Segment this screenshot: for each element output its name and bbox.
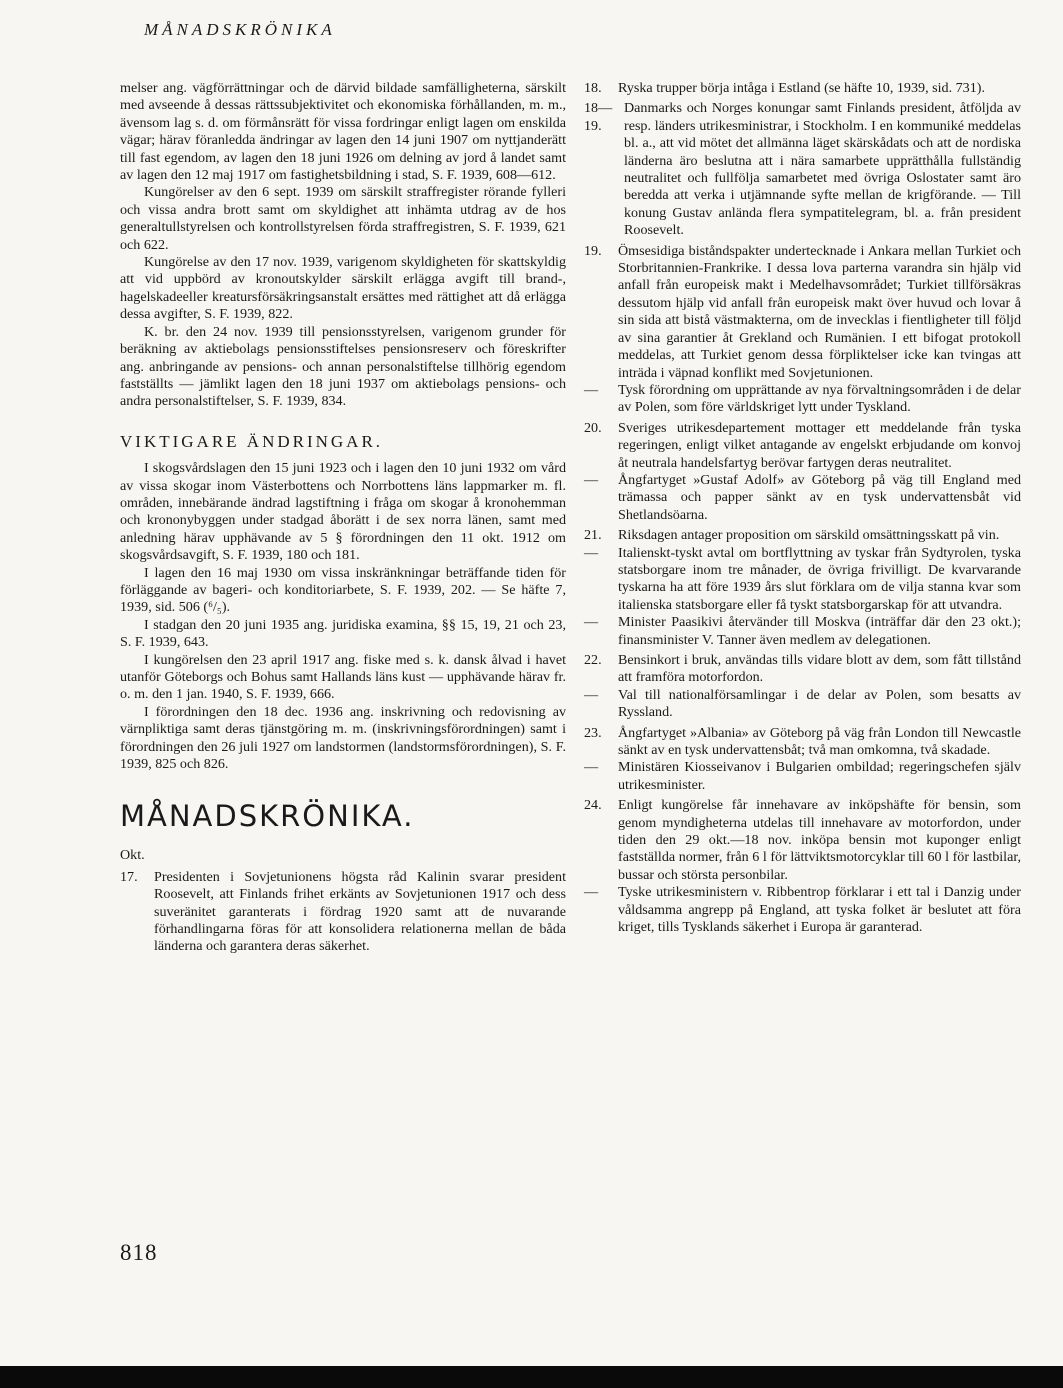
chronicle-entry [584,725,1021,760]
paragraph: Kungörelser av den 6 sept. 1939 om särskilt straffregister rörande fylleri och vissa andra brott samt om skyldighet att inhämta utdrag av de hos generaltullstyrelsen och kontrollstyrelsen förda straffregistren, S. F. 1939, 621 och 622. [120,184,566,253]
chronicle-entry [584,884,1021,936]
entry-date: — [584,759,599,776]
entry-text: Tyske utrikesministern v. Ribbentrop förklarar i ett tal i Danzig under våldsamma angrepp på England, att tyska folket är beslutet att föra kriget, tills Tysklands säkerhet i Europa är garanterad. [618,884,1021,936]
month-label: Okt. [120,847,145,864]
running-title: MÅNADSKRÖNIKA [144,20,336,39]
chronicle-entry [120,869,566,956]
entry-date: 17. [120,868,138,885]
entry-date: 23. [584,724,602,741]
entry-text: Val till nationalförsamlingar i de delar av Polen, som besatts av Ryssland. [618,686,1021,721]
chronicle-entry [584,687,1021,722]
entry-text: Presidenten i Sovjetunionens högsta råd Kalinin svarar president Roosevelt, att Finlands frihet erkänts av Sovjetunionen 1917 och dess suveränitet garanterats i fördrag 1920 samt att de nuvarande förhandlingarna föras för att konsolidera relationerna mellan de båda länderna och garantera deras säkerhet. [154,868,566,955]
entry-date: — [584,884,599,901]
entry-text: Ryska trupper börja intåga i Estland (se häfte 10, 1939, sid. 731). [618,80,985,96]
chronicle-entry [584,100,1021,239]
entry-date: 20. [584,419,602,436]
chronicle-entry [584,472,1021,524]
chronicle-heading: MÅNADSKRÖNIKA. [120,799,415,834]
section-heading: VIKTIGARE ÄNDRINGAR. [120,431,384,451]
entry-date: — [584,471,599,488]
chronicle-entry [584,80,1021,97]
page-number: 818 [120,1240,158,1265]
paragraph: I skogsvårdslagen den 15 juni 1923 och i lagen den 10 juni 1932 om vård av vissa skogar inom Västerbottens och Norrbottens läns lappmarker m. fl. områden, innebärande ändrad lagstiftning i fråga om skogar å kronohemman och krononybyggen under stadgad åborätt i de sex norra länen, samt med anledning härav upphävande av 5 § förordningen den 11 okt. 1912 om skogsvårdsavgift, S. F. 1939, 180 och 181. [120,460,566,564]
entry-date: — [584,381,599,398]
entry-text: Riksdagen antager proposition om särskild omsättningsskatt på vin. [618,527,1000,544]
entry-date: 19. [584,242,602,259]
entry-text: Ångfartyget »Gustaf Adolf» av Göteborg på väg till England med trämassa och papper sänkt av en tysk undervattensbåt vid Shetlandsöarna. [618,471,1021,523]
entry-date: — [584,614,599,631]
entry-date: — [584,686,599,703]
scan-bottom-edge [0,1366,1063,1388]
chronicle-entry [584,797,1021,884]
chronicle-entry [584,243,1021,382]
entry-text: Sveriges utrikesdepartement mottager ett meddelande från tyska regeringen, enligt vilket antagande av engelskt erbjudande om konvoj åt neutrala handelsfartyg berövar fartygen deras neutralitet. [618,419,1021,471]
entry-date: 24. [584,797,602,814]
left-column [120,80,566,956]
chronicle-entry [584,382,1021,417]
entry-text: Danmarks och Norges konungar samt Finlands president, åtföljda av resp. länders utrikesministrar, i Stockholm. I en kommuniké meddelas bl. a., att vid mötet det allmänna läget skärskådats och att de nordiska länderna äro beslutna att i nära samarbete upprätthålla fullständig neutralitet och fullfölja samarbetet med övriga Oslostater samt äro beredda att verka i utjämnande syfte mellan de krigförande. — Till konung Gustav anlända flera sympatitelegram, bl. a. från president Roosevelt. [624,100,1021,239]
chronicle-entry [584,614,1021,649]
chronicle-entry [584,420,1021,472]
entry-date: 18—19. [584,100,613,134]
paragraph: I förordningen den 18 dec. 1936 ang. inskrivning och redovisning av värnpliktiga samt deras tjänstgöring m. m. (inskrivningsförordningen) samt i förordningen den 26 juli 1927 om landstormen (landstormsförordningen), S. F. 1939, 825 och 826. [120,703,566,773]
entry-text: Ångfartyget »Albania» av Göteborg på väg från London till Newcastle sänkt av en tysk undervattensbåt; två man omkomna, två skadade. [618,724,1021,759]
entry-date: — [584,544,599,561]
chronicle-entry [584,545,1021,615]
paragraph: I lagen den 16 maj 1930 om vissa inskränkningar beträffande tiden för förläggande av bageri- och konditoriarbete, S. F. 1939, 202. — Se häfte 7, 1939, sid. 506 (⁶/₅). [120,564,566,616]
chronicle-entry [584,759,1021,794]
entry-text: Tysk förordning om upprättande av nya förvaltningsområden i de delar av Polen, som före världskriget lytt under Tyskland. [618,381,1021,416]
entry-date: 21. [584,527,602,544]
chronicle-entry [584,652,1021,687]
paragraph: melser ang. vägförrättningar och de därvid bildade samfälligheterna, särskilt med avseende å dessas rättssubjektivitet och ekonomiska förhållanden, m. m., ävensom lag s. d. om förmånsrätt för vissa fordringar enligt lagen om enskilda vägar; härav föranledda ändringar av lagen den 14 juni 1907 om nyttjanderätt till fast egendom, av lagen den 18 juni 1926 om delning av jord å landet samt av lagen den 12 maj 1917 om fastighetsbildning i stad, S. F. 1939, 608—612. [120,80,566,184]
entry-text: Bensinkort i bruk, användas tills vidare blott av dem, som fått tillstånd att framföra motorfordon. [618,652,1021,686]
right-column [584,80,1021,937]
entry-text: Italienskt-tyskt avtal om bortflyttning av tyskar från Sydtyrolen, tyska statsborgare inom tre månader, de övriga frivilligt. De kvarvarande tyskarna ha att före 1939 års slut förklara om de vilja stanna kvar som italienska statsborgare eller få tyskt statsborgarskap för att utvandra. [618,544,1021,613]
entry-text: Ömsesidiga biståndspakter undertecknade i Ankara mellan Turkiet och Storbritannien-Frankrike. I dessa lova parterna varandra sin hjälp vid anfall från europeisk makt i Medelhavsområdet; Turkiet tillförsäkras dessutom hjälp vid anfall från europeisk makt över huvud och lovar å sin sida att bistå västmakterna, om de invecklas i fientligheter till följd av sina garantier åt Grekland och Rumänien. I ett bifogat protokoll meddelas, att Turkiet genom dessa förpliktelser icke kan tvingas att inträda i väpnad konflikt med Sovjetunionen. [618,242,1021,381]
entry-text: Minister Paasikivi återvänder till Moskva (inträffar där den 23 okt.); finansminister V. Tanner även medlem av delegationen. [618,614,1021,648]
paragraph: I kungörelsen den 23 april 1917 ang. fiske med s. k. dansk ålvad i havet utanför Göteborgs och Bohus samt Hallands läns kust — upphävande härav fr. o. m. den 1 jan. 1940, S. F. 1939, 666. [120,651,566,703]
paragraph: I stadgan den 20 juni 1935 ang. juridiska examina, §§ 15, 19, 21 och 23, S. F. 1939, 643. [120,616,566,651]
entry-text: Ministären Kiosseivanov i Bulgarien ombildad; regeringschefen själv utrikesminister. [618,759,1021,793]
entry-date: 18. [584,80,602,96]
entry-date: 22. [584,652,602,668]
paragraph: K. br. den 24 nov. 1939 till pensionsstyrelsen, varigenom grunder för beräkning av aktiebolags pensionsstiftelses pensionsreserv och föreskrifter ang. anbringande av pensions- och annan personalstiftelse tillhörig egendom fastställts — jämlikt lagen den 18 juni 1937 om aktiebolags pensions- och andra personalstiftelser, S. F. 1939, 834. [120,323,566,410]
entry-text: Enligt kungörelse får innehavare av inköpshäfte för bensin, som genom myndigheterna utdelas till innehavare av motorfordon, under tiden den 29 okt.—18 nov. inköpa bensin mot kuponger enligt fastställda normer, från 6 l för lättviktsmotorcyklar till 60 l för lastbilar, bussar och största personbilar. [618,797,1021,883]
chronicle-entry [584,527,1021,544]
paragraph: Kungörelse av den 17 nov. 1939, varigenom skyldigheten för skattskyldig att vid uppbörd av kronoutskylder särskilt erlägga avgift till brand-, hagelskadeeller kreatursförsäkringsanstalt ersättes med rättighet att då erlägga dessa avgifter, S. F. 1939, 822. [120,254,566,323]
